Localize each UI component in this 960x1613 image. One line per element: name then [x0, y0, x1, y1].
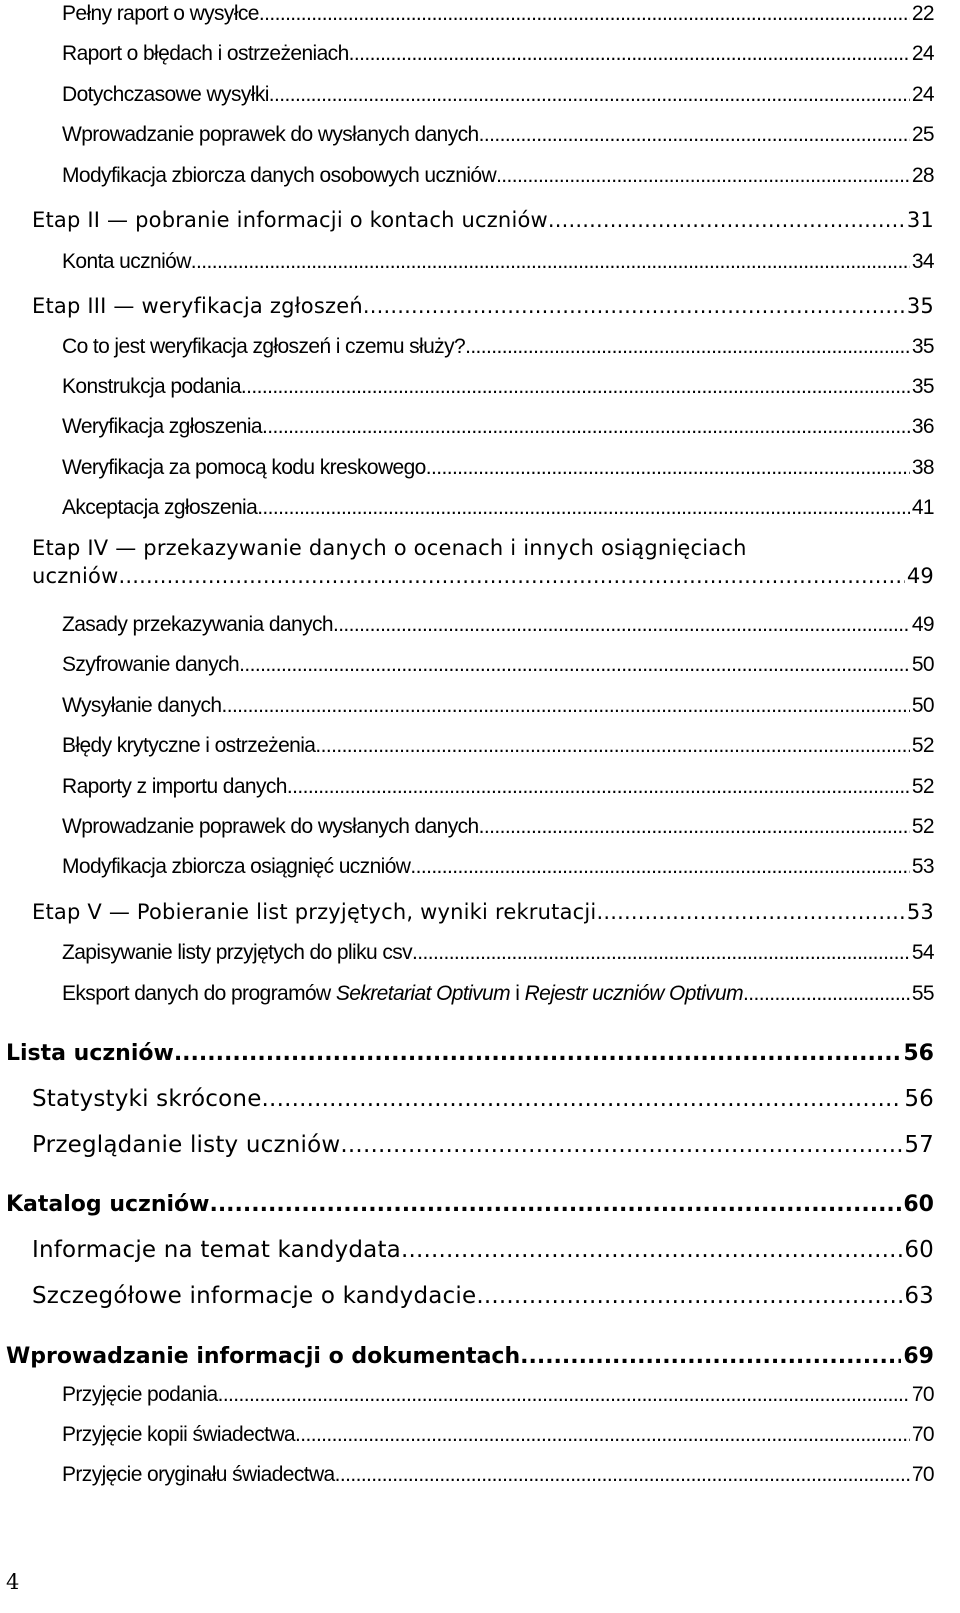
toc-entry-page: 24: [911, 83, 934, 106]
toc-entry[interactable]: [62, 1381, 934, 1407]
toc-entry-page: 50: [911, 694, 934, 717]
toc-entry-title: Co to jest weryfikacja zgłoszeń i czemu służy?: [62, 335, 466, 358]
toc-entry-title: Etap V — Pobieranie list przyjętych, wyniki rekrutacji: [32, 900, 597, 924]
toc-entry-page: 22: [911, 2, 934, 25]
leader-dots: [476, 1283, 902, 1309]
toc-entry-title: Akceptacja zgłoszenia: [62, 496, 258, 519]
toc-entry[interactable]: [32, 1279, 934, 1309]
leader-dots: [259, 2, 910, 26]
toc-entry-page: 50: [911, 653, 934, 676]
toc-entry[interactable]: [32, 1233, 934, 1263]
toc-entry[interactable]: [62, 813, 934, 839]
toc-entry[interactable]: [32, 290, 934, 318]
toc-entry[interactable]: [62, 980, 934, 1006]
toc-entry[interactable]: [32, 536, 934, 588]
toc-entry-page: 35: [911, 375, 934, 398]
toc-entry[interactable]: [62, 651, 934, 677]
leader-dots: [269, 83, 910, 107]
toc-entry[interactable]: [62, 248, 934, 274]
toc-entry[interactable]: [62, 773, 934, 799]
toc-entry-page: 69: [903, 1344, 934, 1369]
toc-entry-page: 53: [911, 855, 934, 878]
toc-entry-page: 52: [911, 775, 934, 798]
leader-dots: [335, 1463, 910, 1487]
toc-entry-page: 60: [904, 1237, 934, 1263]
toc-entry-page: 36: [911, 415, 934, 438]
leader-dots: [191, 250, 910, 274]
leader-dots: [426, 456, 910, 480]
toc-entry-title: Raport o błędach i ostrzeżeniach: [62, 42, 349, 65]
toc-entry-title: Eksport danych do programów Sekretariat Optivum i Rejestr uczniów Optivum: [62, 982, 744, 1005]
toc-entry[interactable]: [62, 939, 934, 965]
toc-entry-title: Szyfrowanie danych: [62, 653, 240, 676]
toc-entry[interactable]: [62, 611, 934, 637]
leader-dots: [295, 1423, 910, 1447]
toc-entry[interactable]: [6, 1187, 934, 1217]
toc-entry-page: 54: [911, 941, 934, 964]
toc-entry[interactable]: [62, 333, 934, 359]
leader-dots: [743, 982, 910, 1006]
toc-entry-title: Katalog uczniów: [6, 1192, 210, 1217]
toc-entry-page: 35: [906, 294, 934, 318]
toc-entry-title: Etap II — pobranie informacji o kontach uczniów: [32, 208, 548, 232]
toc-entry-title: Błędy krytyczne i ostrzeżenia: [62, 734, 316, 757]
toc-entry[interactable]: [32, 896, 934, 924]
toc-entry[interactable]: [62, 162, 934, 188]
toc-entry[interactable]: [62, 121, 934, 147]
toc-entry-page: 35: [911, 335, 934, 358]
toc-entry-title: Zapisywanie listy przyjętych do pliku csv: [62, 941, 413, 964]
leader-dots: [239, 653, 910, 677]
leader-dots: [479, 123, 910, 147]
toc-entry-title: Pełny raport o wysyłce: [62, 2, 259, 25]
toc-entry-title: Lista uczniów: [6, 1041, 174, 1066]
toc-entry-title: Informacje na temat kandydata: [32, 1237, 401, 1263]
leader-dots: [548, 208, 905, 232]
toc-entry-title: Przyjęcie podania: [62, 1383, 218, 1406]
leader-dots: [257, 496, 910, 520]
toc-entry-page: 49: [911, 613, 934, 636]
toc-entry-title: Konstrukcja podania: [62, 375, 241, 398]
toc-entry-title: Raporty z importu danych: [62, 775, 287, 798]
toc-entry-page: 70: [911, 1423, 934, 1446]
program-name: Sekretariat Optivum: [335, 982, 511, 1005]
toc-entry-page: 52: [911, 815, 934, 838]
toc-entry-page: 34: [911, 250, 934, 273]
toc-entry-page: 57: [904, 1132, 934, 1158]
leader-dots: [412, 941, 910, 965]
toc-entry[interactable]: [32, 1082, 934, 1112]
toc-entry-title: Etap III — weryfikacja zgłoszeń: [32, 294, 363, 318]
toc-entry[interactable]: [62, 1421, 934, 1447]
toc-entry-title: Dotychczasowe wysyłki: [62, 83, 269, 106]
toc-entry-page: 28: [911, 164, 934, 187]
toc-entry-title: Wysyłanie danych: [62, 694, 222, 717]
leader-dots: [340, 1132, 902, 1158]
toc-entry-page: 24: [911, 42, 934, 65]
toc-entry-title: Wprowadzanie poprawek do wysłanych danych: [62, 123, 479, 146]
leader-dots: [221, 694, 909, 718]
toc-entry-page: 60: [903, 1192, 934, 1217]
leader-dots: [262, 1086, 903, 1112]
leader-dots: [174, 1041, 902, 1066]
toc-entry[interactable]: [62, 853, 934, 879]
leader-dots: [333, 613, 910, 637]
toc-entry[interactable]: [6, 1036, 934, 1066]
program-name: Rejestr uczniów Optivum: [524, 982, 744, 1005]
toc-entry-title: Przyjęcie kopii świadectwa: [62, 1423, 295, 1446]
toc-entry-title: Szczegółowe informacje o kandydacie: [32, 1283, 477, 1309]
toc-entry[interactable]: [32, 204, 934, 232]
leader-dots: [410, 855, 909, 879]
toc-entry[interactable]: [62, 454, 934, 480]
toc-entry-page: 63: [904, 1283, 934, 1309]
toc-entry[interactable]: [62, 692, 934, 718]
leader-dots: [287, 775, 910, 799]
toc-entry[interactable]: [62, 373, 934, 399]
toc-entry-page: 49: [906, 564, 934, 588]
toc-entry-title: Zasady przekazywania danych: [62, 613, 333, 636]
toc-entry[interactable]: [62, 81, 934, 107]
toc-entry-page: 38: [911, 456, 934, 479]
toc-entry-page: 56: [904, 1086, 934, 1112]
toc-entry[interactable]: [62, 0, 934, 26]
toc-entry[interactable]: [62, 1461, 934, 1487]
toc-entry-page: 25: [911, 123, 934, 146]
toc-entry-page: 56: [903, 1041, 934, 1066]
toc-entry-title: Przeglądanie listy uczniów: [32, 1132, 341, 1158]
toc-entry-title-continued: uczniów: [32, 564, 119, 588]
leader-dots: [479, 815, 910, 839]
toc-entry-page: 70: [911, 1463, 934, 1486]
leader-dots: [496, 164, 910, 188]
leader-dots: [349, 42, 910, 66]
page-number: 4: [6, 1570, 20, 1594]
leader-dots: [596, 900, 904, 924]
leader-dots: [262, 415, 910, 439]
toc-entry[interactable]: [62, 40, 934, 66]
toc-entry-page: 52: [911, 734, 934, 757]
toc-entry-title: Konta uczniów: [62, 250, 191, 273]
toc-entry-page: 41: [911, 496, 934, 519]
toc-entry[interactable]: [32, 1128, 934, 1158]
toc-entry[interactable]: [62, 732, 934, 758]
toc-entry-page: 70: [911, 1383, 934, 1406]
leader-dots: [401, 1237, 902, 1263]
toc-entry-page: 53: [906, 900, 934, 924]
toc-entry[interactable]: [6, 1339, 934, 1369]
toc-entry-title: Etap IV — przekazywanie danych o ocenach i innych osiągnięciach: [32, 536, 747, 560]
toc-entry-title: Wprowadzanie poprawek do wysłanych danych: [62, 815, 479, 838]
toc-entry-title: Modyfikacja zbiorcza osiągnięć uczniów: [62, 855, 411, 878]
leader-dots: [315, 734, 909, 758]
leader-dots: [465, 335, 910, 359]
toc-entry-page: 55: [911, 982, 934, 1005]
toc-entry-title: Weryfikacja zgłoszenia: [62, 415, 262, 438]
toc-entry-title: Statystyki skrócone: [32, 1086, 262, 1112]
toc-entry-title: Wprowadzanie informacji o dokumentach: [6, 1344, 521, 1369]
leader-dots: [363, 294, 905, 318]
toc-entry-page: 31: [906, 208, 934, 232]
leader-dots: [218, 1383, 910, 1407]
leader-dots: [209, 1192, 901, 1217]
toc-entry-title: Przyjęcie oryginału świadectwa: [62, 1463, 335, 1486]
toc-entry-title: Modyfikacja zbiorcza danych osobowych uczniów: [62, 164, 497, 187]
toc-entry-title: Weryfikacja za pomocą kodu kreskowego: [62, 456, 426, 479]
leader-dots: [118, 564, 904, 588]
toc-entry[interactable]: [62, 494, 934, 520]
leader-dots: [241, 375, 910, 399]
leader-dots: [520, 1344, 901, 1369]
toc-entry[interactable]: [62, 413, 934, 439]
